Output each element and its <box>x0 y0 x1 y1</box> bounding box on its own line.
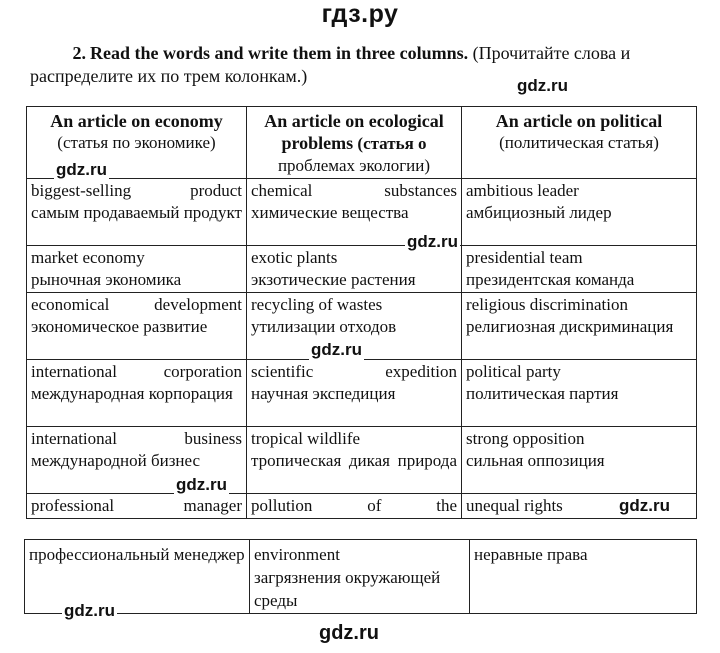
table-cell: scientific expedition научная экспедиция <box>247 360 462 427</box>
header-economy: An article on economy (статья по экономике) <box>27 107 247 179</box>
header-politics: An article on political (политическая статья) <box>462 107 697 179</box>
watermark: gdz.ru <box>311 340 362 359</box>
instruction-ru: (Прочитайте слова и распределите их по трем колонкам.) <box>30 43 631 86</box>
watermark: gdz.ru <box>56 160 107 179</box>
watermark: gdz.ru <box>176 475 227 494</box>
table-cell: market economy рыночная экономика <box>27 246 247 293</box>
table-row <box>25 540 697 614</box>
table-row <box>27 360 697 427</box>
table-cell: профессиональный менеджер <box>25 540 250 614</box>
site-title: гдз.ру <box>321 0 399 28</box>
table-cell: exotic plants экзотические растения <box>247 246 462 293</box>
table-cell: religious discrimination религиозная дискриминация <box>462 293 697 360</box>
table-cell: environment загрязнения окружающей среды <box>250 540 470 614</box>
header-ecology: An article on ecological problems (статья о проблемах экологии) <box>247 107 462 179</box>
table-cell: international corporation международная корпорация <box>27 360 247 427</box>
instruction-en: Read the words and write them in three columns. <box>90 43 469 63</box>
vocabulary-table-continued <box>24 539 697 614</box>
table-cell: chemical substances химические вещества <box>247 179 462 246</box>
table-cell: unequal rights <box>462 494 697 519</box>
table-cell: pollution of the <box>247 494 462 519</box>
table-cell: professional manager <box>27 494 247 519</box>
table-row <box>27 179 697 246</box>
table-cell: recycling of wastes утилизации отходов <box>247 293 462 360</box>
table-header-row <box>27 107 697 179</box>
table-cell: biggest-selling product самым продаваемый продукт <box>27 179 247 246</box>
table-row <box>27 494 697 519</box>
exercise-instruction <box>30 42 698 88</box>
table-row <box>27 246 697 293</box>
watermark: gdz.ru <box>407 232 458 251</box>
table-cell: неравные права <box>470 540 697 614</box>
table-cell: political party политическая партия <box>462 360 697 427</box>
table-cell: ambitious leader амбициозный лидер <box>462 179 697 246</box>
table-cell: strong opposition сильная оппозиция <box>462 427 697 494</box>
watermark: gdz.ru <box>64 601 115 620</box>
watermark: gdz.ru <box>517 76 568 95</box>
table-cell: economical development экономическое развитие <box>27 293 247 360</box>
watermark: gdz.ru <box>619 496 670 515</box>
footer-watermark: gdz.ru <box>319 622 379 644</box>
table-row <box>27 427 697 494</box>
vocabulary-table <box>26 106 697 519</box>
table-cell: tropical wildlife тропическая дикая природа <box>247 427 462 494</box>
table-cell: presidential team президентская команда <box>462 246 697 293</box>
exercise-number: 2. <box>72 43 86 63</box>
table-cell: international business международной бизнес <box>27 427 247 494</box>
